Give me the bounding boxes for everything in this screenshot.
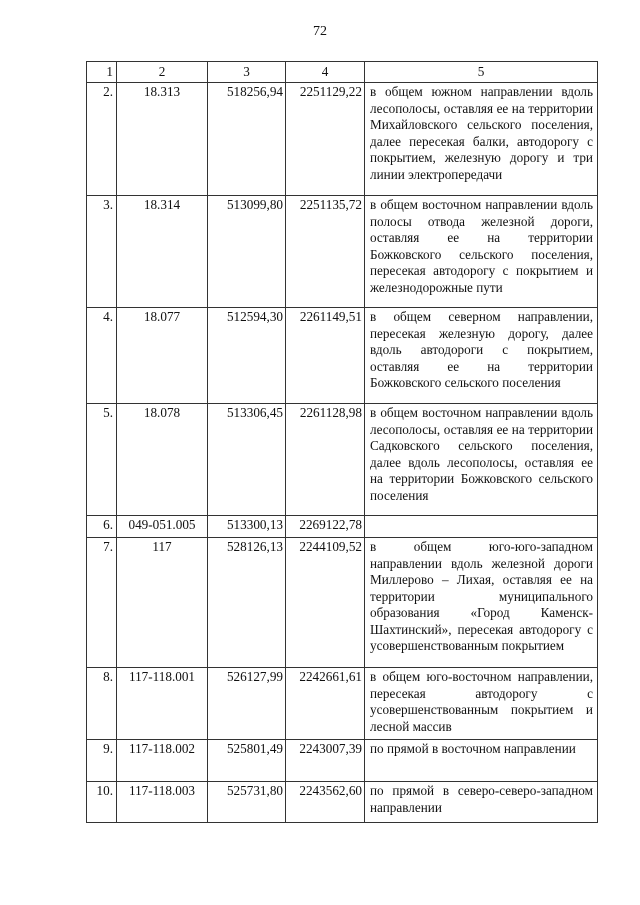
boundary-description: [365, 516, 598, 538]
table-row: [87, 740, 598, 782]
table-header-row: [87, 62, 598, 83]
column-header-2: 2: [117, 62, 208, 83]
point-id: 18.314: [117, 196, 208, 308]
coordinate-y: 2243562,60: [286, 782, 365, 823]
coordinate-x: 528126,13: [208, 538, 286, 668]
point-id: 18.313: [117, 83, 208, 196]
boundary-description: в общем юго-юго-западном направлении вдоль железной дороги Миллерово – Лихая, оставляя ее на территории муниципального образования «Город Каменск-Шахтинский», пересекая автодорогу с усовершенствованным покрытием: [365, 538, 598, 668]
coordinate-y: 2269122,78: [286, 516, 365, 538]
coordinate-y: 2251129,22: [286, 83, 365, 196]
coordinate-y: 2261128,98: [286, 404, 365, 516]
point-id: 117-118.003: [117, 782, 208, 823]
coordinate-x: 513306,45: [208, 404, 286, 516]
table-row: [87, 308, 598, 404]
page-number: 72: [313, 24, 327, 39]
point-id: 049-051.005: [117, 516, 208, 538]
row-number: 6.: [87, 516, 117, 538]
coordinate-x: 512594,30: [208, 308, 286, 404]
row-number: 10.: [87, 782, 117, 823]
coordinate-x: 525801,49: [208, 740, 286, 782]
column-header-3: 3: [208, 62, 286, 83]
table-row: [87, 782, 598, 823]
column-header-1: 1: [87, 62, 117, 83]
row-number: 7.: [87, 538, 117, 668]
coordinate-x: 518256,94: [208, 83, 286, 196]
table-row: [87, 668, 598, 740]
point-id: 18.077: [117, 308, 208, 404]
coordinate-y: 2244109,52: [286, 538, 365, 668]
coordinate-y: 2251135,72: [286, 196, 365, 308]
table-row: [87, 196, 598, 308]
coordinate-x: 513300,13: [208, 516, 286, 538]
boundary-table: [86, 61, 598, 823]
boundary-description: в общем северном направлении, пересекая железную дорогу, далее вдоль автодороги с покрытием, оставляя ее на территории Божковского сельского поселения: [365, 308, 598, 404]
boundary-description: по прямой в восточном направлении: [365, 740, 598, 782]
point-id: 117: [117, 538, 208, 668]
row-number: 3.: [87, 196, 117, 308]
boundary-description: по прямой в северо-северо-западном направлении: [365, 782, 598, 823]
coordinate-y: 2242661,61: [286, 668, 365, 740]
table-row: [87, 538, 598, 668]
row-number: 2.: [87, 83, 117, 196]
coordinate-x: 525731,80: [208, 782, 286, 823]
coordinate-x: 526127,99: [208, 668, 286, 740]
table-row: [87, 516, 598, 538]
row-number: 4.: [87, 308, 117, 404]
coordinate-y: 2261149,51: [286, 308, 365, 404]
row-number: 8.: [87, 668, 117, 740]
coordinate-y: 2243007,39: [286, 740, 365, 782]
row-number: 5.: [87, 404, 117, 516]
row-number: 9.: [87, 740, 117, 782]
table-row: [87, 404, 598, 516]
boundary-description: в общем юго-восточном направлении, пересекая автодорогу с усовершенствованным покрытием и лесной массив: [365, 668, 598, 740]
column-header-4: 4: [286, 62, 365, 83]
boundary-description: в общем восточном направлении вдоль лесополосы, оставляя ее на территории Садковского сельского поселения, далее вдоль лесополосы, оставляя ее на территории Божковского сельского поселения: [365, 404, 598, 516]
boundary-description: в общем восточном направлении вдоль полосы отвода железной дороги, оставляя ее на территории Божковского сельского поселения, пересекая автодорогу с покрытием и железнодорожные пути: [365, 196, 598, 308]
column-header-5: 5: [365, 62, 598, 83]
point-id: 117-118.002: [117, 740, 208, 782]
boundary-description: в общем южном направлении вдоль лесополосы, оставляя ее на территории Михайловского сельского поселения, далее пересекая балки, автодорогу с покрытием, железную дорогу и три линии электропередачи: [365, 83, 598, 196]
point-id: 117-118.001: [117, 668, 208, 740]
point-id: 18.078: [117, 404, 208, 516]
table-row: [87, 83, 598, 196]
coordinate-x: 513099,80: [208, 196, 286, 308]
